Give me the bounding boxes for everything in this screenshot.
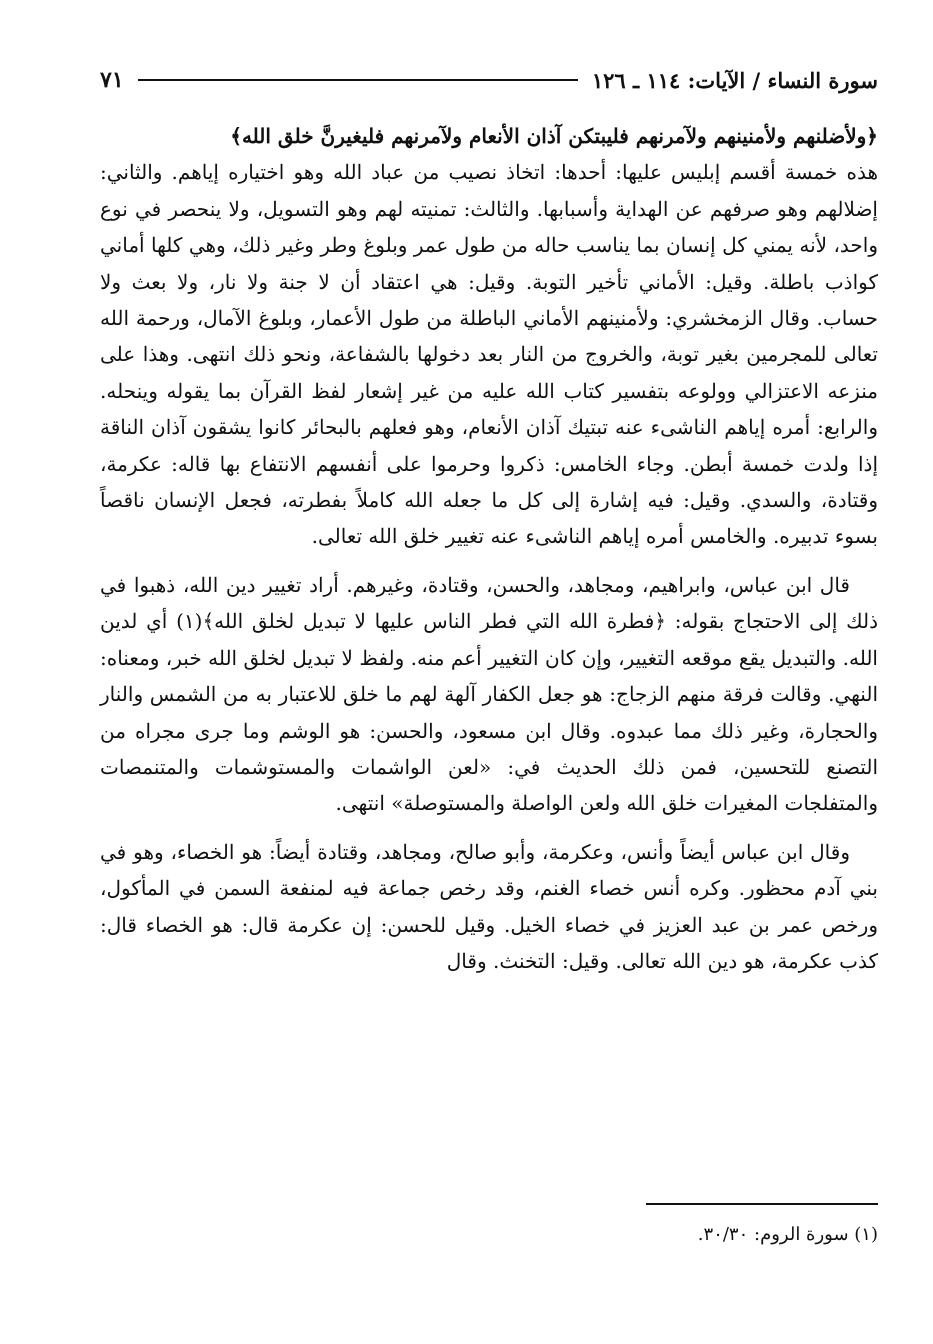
paragraph-1: هذه خمسة أقسم إبليس عليها: أحدها: اتخاذ نصيب من عباد الله وهو اختياره إياهم. والثاني: إضلالهم وهو صرفهم عن الهداية وأسبابها. والثالث: تمنيته لهم وهو التسويل، ولا ينحصر في نوع واحد، لأنه يمني كل إنسان بما يناسب حاله من طول عمر وبلوغ وطر وغير ذلك، وهي كلها أماني كواذب باطلة. وقيل: الأماني تأخير التوبة. وقيل: هي اعتقاد أن لا جنة ولا نار، ولا بعث ولا حساب. وقال الزمخشري: ولأمنينهم الأماني الباطلة من طول الأعمار، وبلوغ الآمال، ورحمة الله تعالى للمجرمين بغير توبة، والخروج من النار بعد دخولها بالشفاعة، ونحو ذلك انتهى. وهذا على منزعه الاعتزالي وولوعه بتفسير كتاب الله عليه من غير إشعار لفظ القرآن بما يقوله وينحله. والرابع: أمره إياهم الناشىء عنه تبتيك آذان الأنعام، وهو فعلهم بالبحائر كانوا يشقون آذان الناقة إذا ولدت خمسة أبطن. وجاء الخامس: ذكروا وحرموا على أنفسهم الانتفاع بها قاله: عكرمة، وقتادة، والسدي. وقيل: فيه إشارة إلى كل ما جعله الله كاملاً بفطرته، فجعل الإنسان ناقصاً بسوء تدبيره. والخامس أمره إياهم الناشىء عنه تغيير خلق الله تعالى. bbox=[100, 160, 878, 549]
header-title: سورة النساء / الآيات: ١١٤ ـ ١٢٦ bbox=[591, 67, 878, 93]
paragraph-3: وقال ابن عباس أيضاً وأنس، وعكرمة، وأبو صالح، ومجاهد، وقتادة أيضاً: هو الخصاء، وهو في بني آدم محظور. وكره أنس خصاء الغنم، وقد رخص جماعة فيه لمنفعة السمن في المأكول، ورخص عمر بن عبد العزيز في خصاء الخيل. وقيل للحسن: إن عكرمة قال: هو الخصاء قال: كذب عكرمة، هو دين الله تعالى. وقيل: التخنث. وقال bbox=[100, 839, 879, 973]
footnote-rule bbox=[646, 1203, 878, 1205]
page-number: ٧١ bbox=[100, 67, 124, 93]
verse-heading: ﴿ولأضلنهم ولأمنينهم ولآمرنهم فليبتكن آذان الأنعام ولآمرنهم فليغيرنَّ خلق الله﴾ bbox=[230, 124, 878, 148]
running-header bbox=[100, 62, 878, 98]
page-body bbox=[100, 118, 878, 979]
paragraph-2: قال ابن عباس، وابراهيم، ومجاهد، والحسن، وقتادة، وغيرهم. أراد تغيير دين الله، ذهبوا في ذلك إلى الاحتجاج بقوله: ﴿فطرة الله التي فطر الناس عليها لا تبديل لخلق الله﴾(١) أي لدين الله. والتبديل يقع موقعه التغيير، وإن كان التغيير أعم منه. ولفظ لا تبديل لخلق الله خبر، ومعناه: النهي. وقالت فرقة منهم الزجاج: هو جعل الكفار آلهة لهم ما خلق للاعتبار به من الشمس والنار والحجارة، وغير ذلك مما عبدوه. وقال ابن مسعود، والحسن: هو الوشم وما جرى مجراه من التصنع للتحسين، فمن ذلك الحديث في: «لعن الواشمات والمستوشمات والمتنمصات والمتفلجات المغيرات خلق الله ولعن الواصلة والمستوصلة» انتهى. bbox=[100, 572, 878, 816]
footnote: (١) سورة الروم: ٣٠/٣٠. bbox=[697, 1224, 878, 1245]
header-rule bbox=[138, 79, 578, 81]
